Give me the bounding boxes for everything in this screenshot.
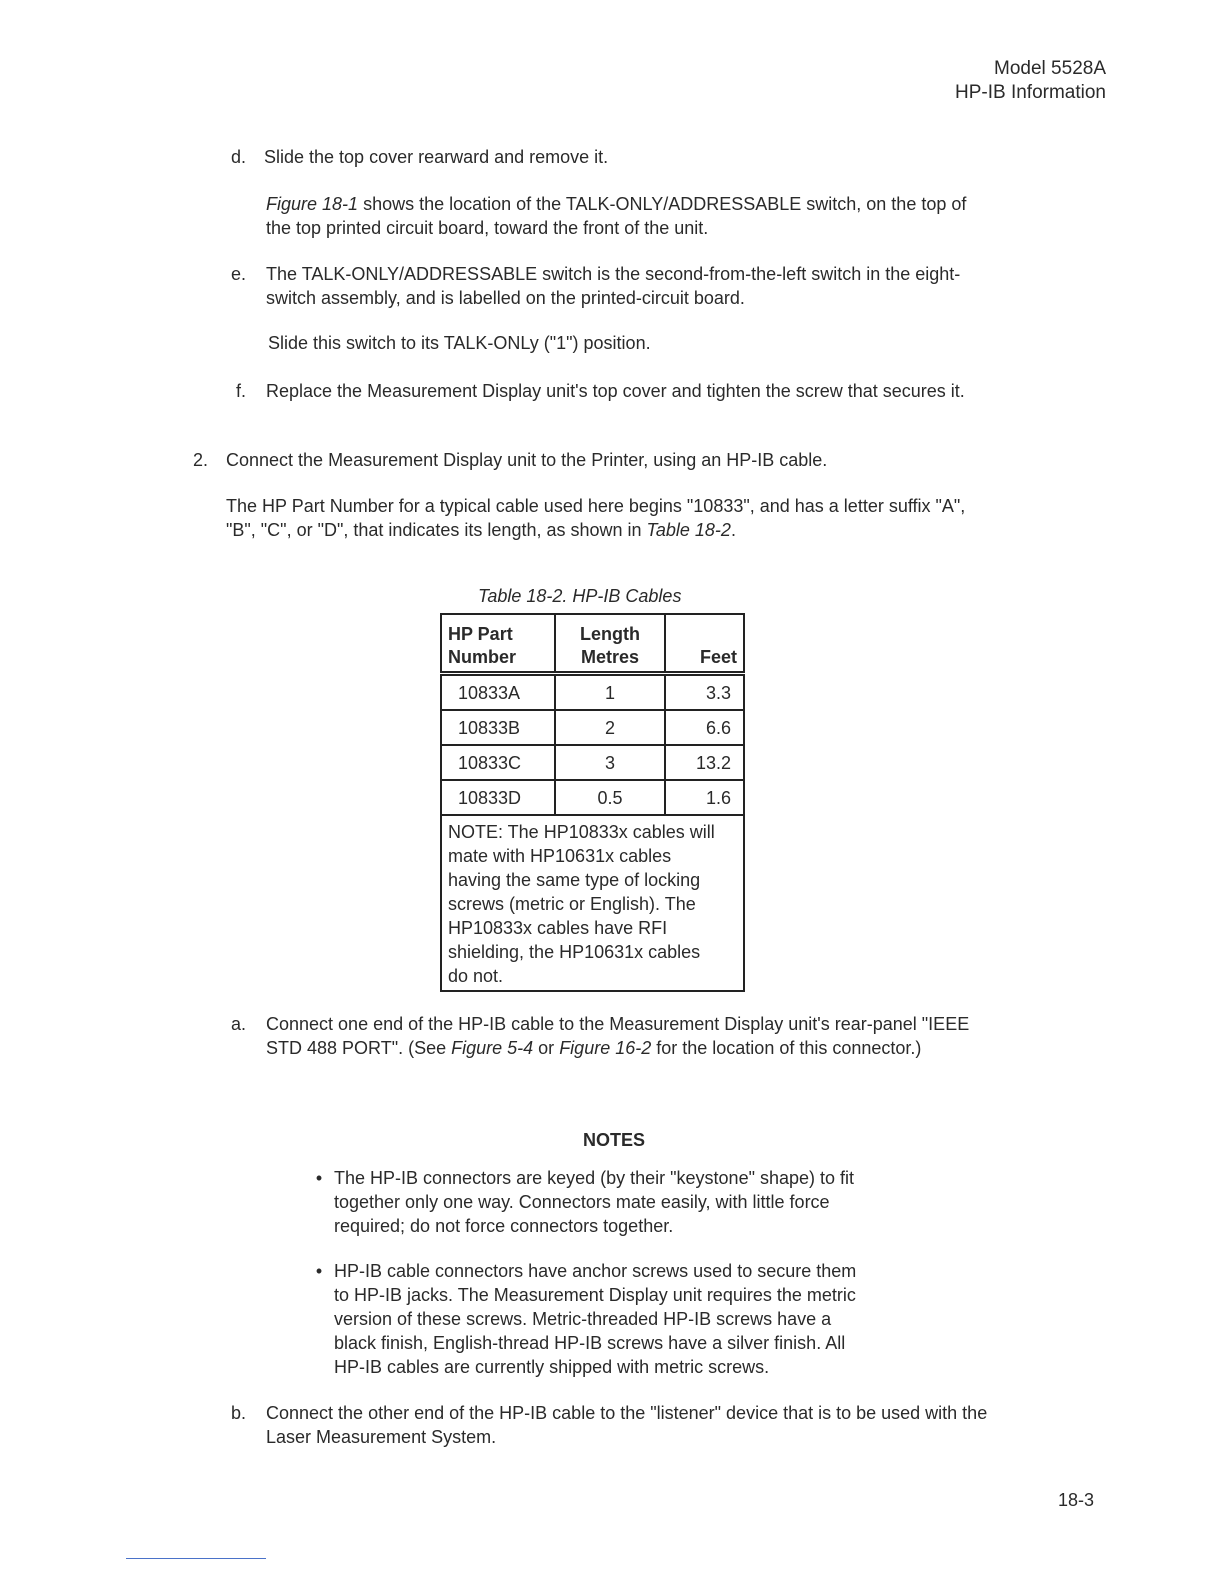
cell-metres: 0.5 [555,780,665,815]
notes-item-2-line: HP-IB cable connectors have anchor screws used to secure them [334,1261,857,1281]
step-a-marker: a. [230,1014,246,1034]
cell-part: 10833A [441,674,555,711]
step-e-marker: e. [230,264,246,284]
table-ref-18-2: Table 18-2 [646,520,731,540]
part-number-period: . [730,520,736,540]
header-hp-part-number [441,614,555,674]
step-2-text: Connect the Measurement Display unit to the Printer, using an HP-IB cable. [226,450,828,470]
header-length-line1: Length [580,624,640,644]
step-a-line1: Connect one end of the HP-IB cable to the Measurement Display unit's rear-panel "IEEE [266,1014,970,1034]
figure-ref-16-2: Figure 16-2 [559,1038,652,1058]
cell-part: 10833D [441,780,555,815]
figure-reference-paragraph [266,192,1046,240]
step-b-line1: Connect the other end of the HP-IB cable to the "listener" device that is to be used with the [266,1403,988,1423]
cell-metres: 1 [555,674,665,711]
figure-ref-18-1: Figure 18-1 [266,194,359,214]
cell-feet: 6.6 [665,710,744,745]
step-e-line2: switch assembly, and is labelled on the printed-circuit board. [266,288,745,308]
figure-ref-text-line2: the top printed circuit board, toward the front of the unit. [266,218,709,238]
part-number-line2: "B", "C", or "D", that indicates its length, as shown in [226,520,647,540]
step-a-paragraph [266,1012,1056,1060]
hp-ib-cables-table [440,613,745,992]
cell-part: 10833C [441,745,555,780]
step-d-marker: d. [230,147,246,167]
header-feet: Feet [665,614,744,674]
notes-item-2-line: to HP-IB jacks. The Measurement Display unit requires the metric [334,1285,856,1305]
notes-item-2-line: HP-IB cables are currently shipped with metric screws. [334,1357,770,1377]
notes-item-1-line: The HP-IB connectors are keyed (by their "keystone" shape) to fit [334,1168,855,1188]
part-number-line1: The HP Part Number for a typical cable used here begins "10833", and has a letter suffix "A", [226,496,966,516]
step-e-paragraph [266,262,1056,310]
step-e-line1: The TALK-ONLY/ADDRESSABLE switch is the second-from-the-left switch in the eight- [266,264,961,284]
step-a-or: or [533,1038,560,1058]
header-length-metres [555,614,665,674]
header-part-line2: Number [448,647,517,667]
step-b-marker: b. [230,1403,246,1423]
cell-feet: 1.6 [665,780,744,815]
step-a-line2-start: STD 488 PORT". (See [266,1038,452,1058]
step-a-line2-end: for the location of this connector.) [651,1038,922,1058]
bullet-icon: • [315,1261,323,1281]
notes-heading: NOTES [582,1130,645,1150]
cell-feet: 3.3 [665,674,744,711]
figure-ref-5-4: Figure 5-4 [451,1038,534,1058]
table-note: NOTE: The HP10833x cables will mate with HP10631x cables having the same type of locking screws (metric or English). The HP10833x cables have RFI shielding, the HP10631x cables do not. [448,822,715,986]
cell-metres: 2 [555,710,665,745]
table-caption: Table 18-2. HP-IB Cables [478,586,682,606]
header-part-line1: HP Part [448,624,513,644]
step-f-text: Replace the Measurement Display unit's top cover and tighten the screw that secures it. [266,381,965,401]
notes-item-2-line: version of these screws. Metric-threaded HP-IB screws have a [334,1309,832,1329]
table-header-row [441,614,744,674]
cell-part: 10833B [441,710,555,745]
footer-rule [126,1558,266,1559]
notes-item-2-line: black finish, English-thread HP-IB screws have a silver finish. All [334,1333,846,1353]
header-section: HP-IB Information [955,82,1106,103]
notes-item-1-line: together only one way. Connectors mate easily, with little force [334,1192,830,1212]
table-note-row [441,815,744,991]
notes-item-1-line: required; do not force connectors together. [334,1216,674,1236]
table-row [441,745,744,780]
notes-item-1 [334,1166,914,1238]
cell-feet: 13.2 [665,745,744,780]
table-row [441,710,744,745]
header-model: Model 5528A [994,58,1106,79]
step-b-line2: Laser Measurement System. [266,1427,497,1447]
part-number-paragraph [226,494,1046,542]
figure-ref-text-line1: shows the location of the TALK-ONLY/ADDRESSABLE switch, on the top of [358,194,967,214]
table-row [441,780,744,815]
cell-metres: 3 [555,745,665,780]
bullet-icon: • [315,1168,323,1188]
step-d-text: Slide the top cover rearward and remove it. [264,147,609,167]
table-row [441,674,744,711]
notes-item-2 [334,1259,914,1379]
header-length-line2: Metres [580,647,640,667]
step-e-slide-text: Slide this switch to its TALK-ONLy ("1") position. [268,333,651,353]
page-number: 18-3 [1057,1490,1094,1510]
table-note-cell [441,815,744,991]
step-f-marker: f. [235,381,246,401]
step-2-marker: 2. [192,450,208,470]
step-b-paragraph [266,1401,1056,1449]
notes-heading-wrap [0,1128,1224,1152]
